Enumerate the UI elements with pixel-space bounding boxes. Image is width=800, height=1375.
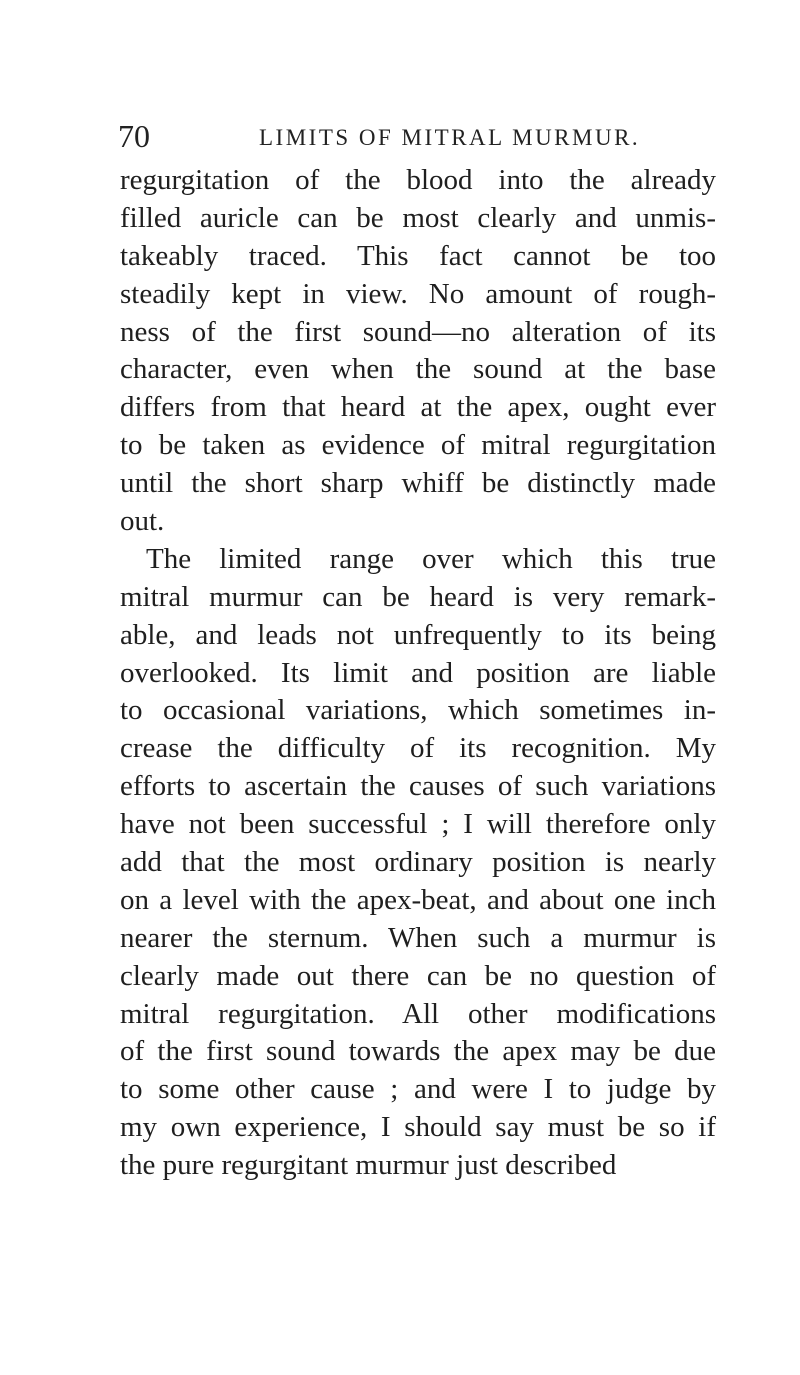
running-title: LIMITS OF MITRAL MURMUR. [259,125,641,150]
text-line: takeably traced. This fact cannot be too [120,239,716,272]
text-line: of the first sound towards the apex may be due [120,1035,716,1068]
page-number: 70 [118,118,150,154]
text-line: overlooked. Its limit and position are liable [120,656,716,689]
text-line: out. [120,505,165,538]
text-line: to some other cause ; and were I to judge by [120,1073,716,1106]
text-line: clearly made out there can be no question of [120,959,716,992]
text-line: crease the difficulty of its recognition. My [120,732,716,765]
text-line: mitral regurgitation. All other modifications [120,997,716,1030]
paragraph-start-line: The limited range over which this true [146,542,716,575]
text-line: filled auricle can be most clearly and unmis- [120,201,716,234]
text-line: ness of the first sound—no alteration of its [120,315,716,348]
page-header [118,116,718,156]
text-line: until the short sharp whiff be distinctly made [120,467,716,500]
body-text [120,162,716,1185]
text-line: have not been successful ; I will therefore only [120,808,716,841]
text-line: mitral murmur can be heard is very remark- [120,580,716,613]
text-line: to occasional variations, which sometimes in- [120,694,716,727]
text-line: regurgitation of the blood into the already [120,164,716,196]
text-line: the pure regurgitant murmur just described [120,1149,617,1182]
text-line: character, even when the sound at the base [120,353,716,386]
text-line: efforts to ascertain the causes of such variations [120,770,716,803]
text-line: steadily kept in view. No amount of rough- [120,277,716,310]
text-line: add that the most ordinary position is nearly [120,846,716,879]
text-line: to be taken as evidence of mitral regurgitation [120,429,716,462]
text-line: nearer the sternum. When such a murmur is [120,921,716,954]
text-line: differs from that heard at the apex, ought ever [120,391,716,424]
text-line: on a level with the apex-beat, and about one inch [120,883,716,916]
text-line: able, and leads not unfrequently to its being [120,618,716,651]
text-line: my own experience, I should say must be so if [120,1111,716,1144]
